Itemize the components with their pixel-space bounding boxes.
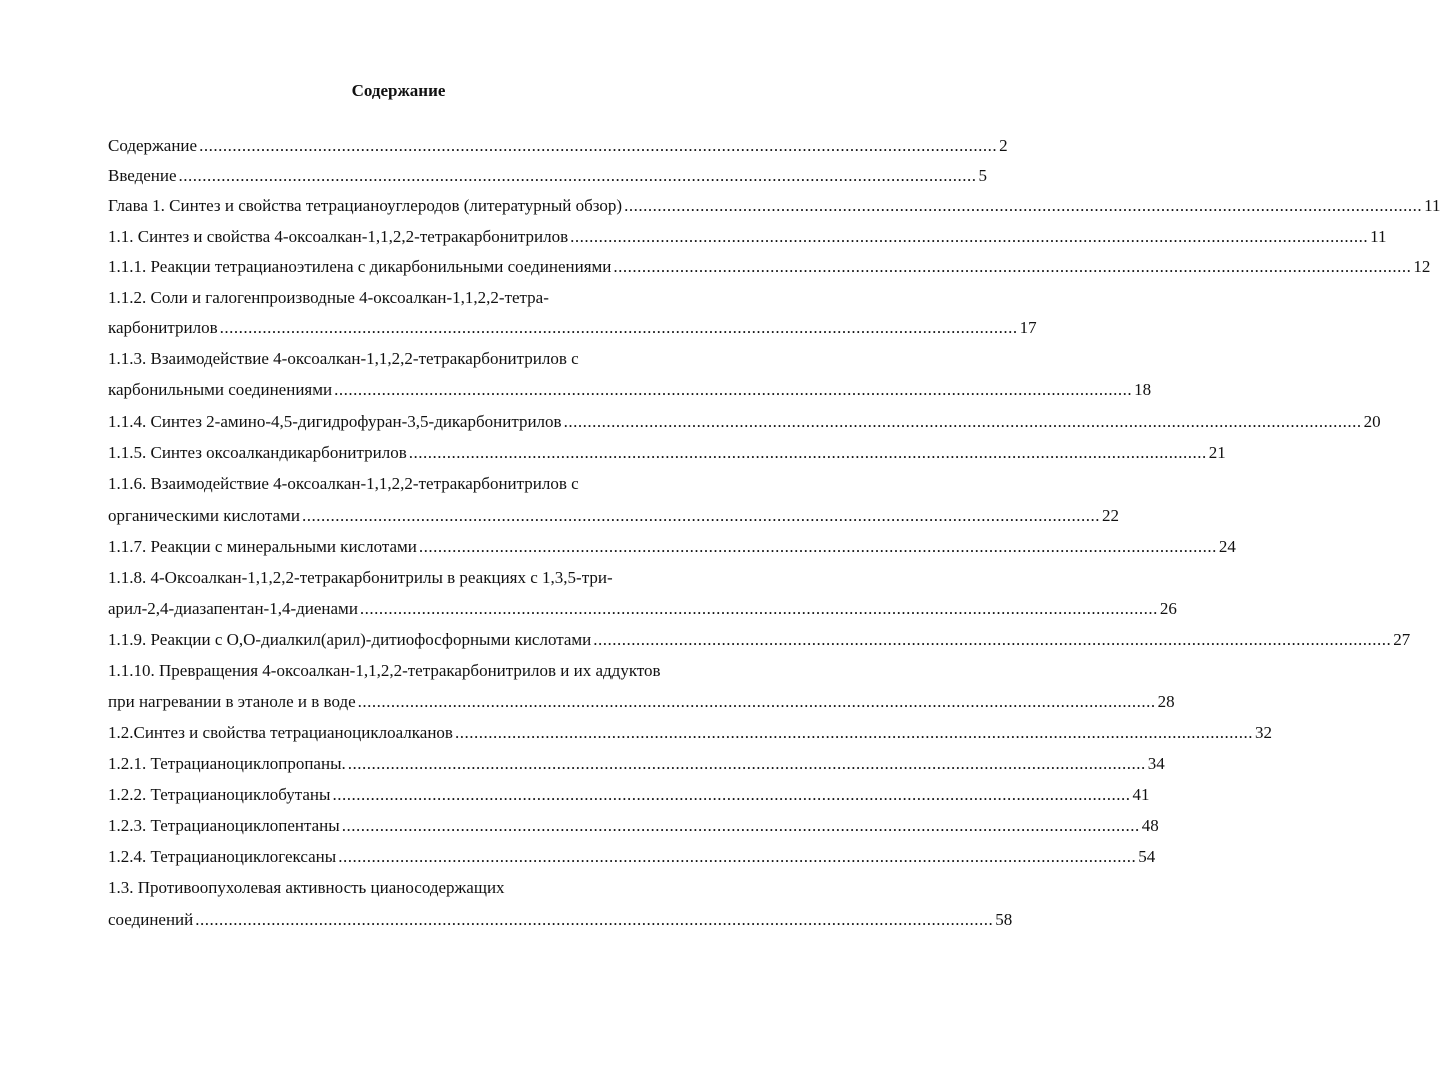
toc-leader: ........................................................................................................................................................................ — [338, 847, 1137, 866]
toc-entry-text: 1.2.4. Тетрацианоциклогексаны — [108, 847, 337, 866]
toc-page-number: 17 — [1019, 318, 1037, 337]
toc-page-number: 5 — [978, 166, 988, 185]
toc-entry-text: 1.2.3. Тетрацианоциклопентаны — [108, 816, 340, 835]
toc-leader: ........................................................................................................................................................................ — [454, 723, 1253, 742]
toc-entry-text: карбонитрилов — [108, 318, 218, 337]
toc-leader: ........................................................................................................................................................................ — [178, 166, 977, 185]
toc-entry — [108, 194, 1440, 218]
toc-entry — [108, 535, 1236, 559]
toc-page-number: 12 — [1413, 257, 1431, 276]
toc-page-number: 27 — [1393, 630, 1411, 649]
toc-page-number: 48 — [1141, 816, 1159, 835]
toc-page-number: 20 — [1363, 412, 1381, 431]
toc-page-number: 41 — [1132, 785, 1150, 804]
toc-entry — [108, 752, 1165, 776]
toc-entry-first-line: 1.1.2. Соли и галогенпроизводные 4-оксоалкан-1,1,2,2-тетра- — [108, 288, 549, 307]
toc-entry — [108, 225, 1387, 249]
toc-page-number: 2 — [999, 136, 1008, 155]
toc-entry — [108, 134, 1008, 158]
toc-entry — [108, 721, 1272, 745]
toc-entry-first-line: 1.1.8. 4-Оксоалкан-1,1,2,2-тетракарбонитрилы в реакциях с 1,3,5-три- — [108, 568, 613, 587]
toc-entry — [108, 504, 1119, 528]
toc-entry-text: 1.2.2. Тетрацианоциклобутаны — [108, 785, 331, 804]
toc-entry — [108, 597, 1177, 621]
toc-leader: ........................................................................................................................................................................ — [357, 692, 1156, 711]
toc-entry — [108, 164, 988, 188]
toc-page-number: 28 — [1157, 692, 1175, 711]
toc-leader: ........................................................................................................................................................................ — [408, 443, 1207, 462]
toc-entry-text: Глава 1. Синтез и свойства тетрацианоуглеродов (литературный обзор) — [108, 196, 623, 215]
toc-page-number: 32 — [1254, 723, 1272, 742]
toc-entry — [108, 814, 1159, 838]
toc-leader: ........................................................................................................................................................................ — [195, 910, 994, 929]
toc-entry-text: 1.2.1. Тетрацианоциклопропаны. — [108, 754, 346, 773]
toc-entry-text: карбонильными соединениями — [108, 380, 333, 399]
toc-leader: ........................................................................................................................................................................ — [219, 318, 1018, 337]
toc-entry-text: Введение — [108, 166, 177, 185]
toc-page-number: 34 — [1147, 754, 1165, 773]
toc-entry — [108, 316, 1037, 340]
toc-leader: ........................................................................................................................................................................ — [359, 599, 1158, 618]
toc-entry-text: 1.1. Синтез и свойства 4-оксоалкан-1,1,2,2-тетракарбонитрилов — [108, 227, 569, 246]
toc-leader: ........................................................................................................................................................................ — [347, 754, 1146, 773]
toc-page-number: 54 — [1138, 847, 1156, 866]
toc-leader: ........................................................................................................................................................................ — [199, 136, 998, 155]
toc-entry-text: 1.1.5. Синтез оксоалкандикарбонитрилов — [108, 443, 407, 462]
toc-entry-text: 1.1.9. Реакции с О,О-диалкил(арил)-дитиофосфорными кислотами — [108, 630, 592, 649]
toc-page-number: 11 — [1424, 196, 1440, 215]
toc-entry-text: 1.1.1. Реакции тетрацианоэтилена с дикарбонильными соединениями — [108, 257, 612, 276]
toc-leader: ........................................................................................................................................................................ — [334, 380, 1133, 399]
toc-entry — [108, 690, 1175, 714]
toc-entry — [108, 908, 1013, 932]
toc-entry-text: 1.1.4. Синтез 2-амино-4,5-дигидрофуран-3,5-дикарбонитрилов — [108, 412, 562, 431]
toc-leader: ........................................................................................................................................................................ — [624, 196, 1423, 215]
toc-entry-first-line: 1.3. Противоопухолевая активность цианосодержащих — [108, 878, 505, 897]
page-title: Содержание — [351, 81, 446, 100]
toc-entry-text: Содержание — [108, 136, 198, 155]
toc-page-number: 22 — [1101, 506, 1119, 525]
toc-page-number: 18 — [1134, 380, 1152, 399]
toc-entry-text: 1.2.Синтез и свойства тетрацианоциклоалканов — [108, 723, 453, 742]
toc-entry — [108, 378, 1152, 402]
toc-entry-first-line: 1.1.6. Взаимодействие 4-оксоалкан-1,1,2,2-тетракарбонитрилов с — [108, 474, 579, 493]
toc-leader: ........................................................................................................................................................................ — [301, 506, 1100, 525]
toc-entry-text: арил-2,4-диазапентан-1,4-диенами — [108, 599, 358, 618]
toc-page-number: 58 — [995, 910, 1013, 929]
toc-leader: ........................................................................................................................................................................ — [570, 227, 1369, 246]
toc-page-number: 26 — [1159, 599, 1177, 618]
toc-page-number: 24 — [1218, 537, 1236, 556]
toc-leader: ........................................................................................................................................................................ — [341, 816, 1140, 835]
toc-entry — [108, 845, 1156, 869]
toc-entry — [108, 410, 1381, 434]
toc-entry-text: органическими кислотами — [108, 506, 300, 525]
toc-entry — [108, 628, 1411, 652]
toc-entry — [108, 441, 1226, 465]
toc-leader: ........................................................................................................................................................................ — [613, 257, 1412, 276]
toc-page-number: 21 — [1208, 443, 1226, 462]
toc-entry-text: 1.1.7. Реакции с минеральными кислотами — [108, 537, 417, 556]
toc-leader: ........................................................................................................................................................................ — [593, 630, 1392, 649]
toc-leader: ........................................................................................................................................................................ — [418, 537, 1217, 556]
toc-entry-first-line: 1.1.10. Превращения 4-оксоалкан-1,1,2,2-тетракарбонитрилов и их аддуктов — [108, 661, 661, 680]
toc-entry-text: при нагревании в этаноле и в воде — [108, 692, 356, 711]
toc-page-number: 11 — [1370, 227, 1387, 246]
toc-entry-text: соединений — [108, 910, 194, 929]
toc-entry — [108, 255, 1431, 279]
toc-entry — [108, 783, 1150, 807]
toc-entry-first-line: 1.1.3. Взаимодействие 4-оксоалкан-1,1,2,2-тетракарбонитрилов с — [108, 349, 579, 368]
toc-leader: ........................................................................................................................................................................ — [332, 785, 1131, 804]
toc-leader: ........................................................................................................................................................................ — [563, 412, 1362, 431]
